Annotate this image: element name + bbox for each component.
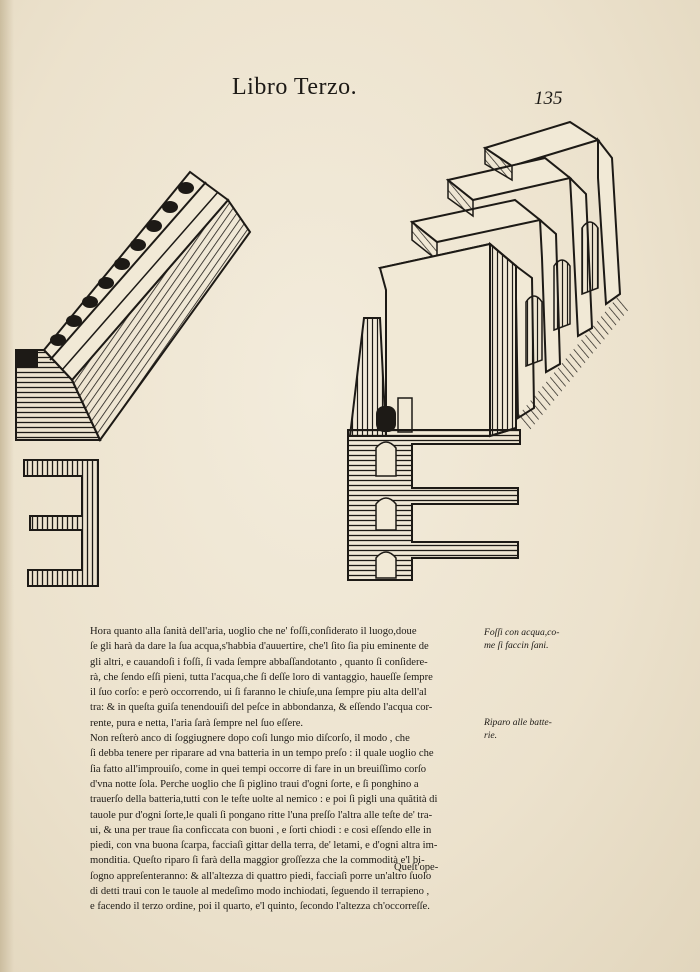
text-line: e facendo il terzo ordine, poi il quarto, e'l quinto, ſecondo l'altezza ch'occorreſſe.: [90, 901, 430, 913]
marginal-line: me ſi faccin ſani.: [484, 640, 549, 651]
battery-parapet-woodcut: [10, 160, 260, 590]
text-line: di detti traui con le tauole al medeſimo modo inchiodati, ſeguendo il terrapieno ,: [90, 886, 430, 898]
text-line: Hora quanto alla ſanità dell'aria, uoglio che ne' foſſi,conſiderato il luogo,doue: [90, 626, 417, 637]
text-line: ſi debba tenere per riparare ad vna batteria in un tempo preſo : il quale uoglio che: [90, 748, 434, 760]
text-line: gli altri, e cauandoſi i foſſi, ſi vada ſempre abbaſſandotanto , quanto ſi conſidere-: [90, 656, 428, 668]
marginal-note-1: [484, 626, 594, 652]
stepped-rampart-woodcut: [340, 118, 630, 588]
text-line: ſia fatto all'improuiſo, come in quei tempi occorre di fare in un breuiſſimo corſo: [90, 763, 427, 775]
paragraph-2: [68, 731, 478, 915]
text-line: tauole pur d'ogni ſorte,le quali ſi pongano ritte l'una preſſo l'altra alle teſte de' tra-: [90, 809, 433, 821]
text-line: trauerſo della batteria,tutti con le teſte uolte al nemico : e poi ſi pigli una quãtità di: [90, 794, 438, 806]
text-line: tra: & in queſta guiſa tenendouiſi del peſce in abbondanza, & eſſendo l'acqua cor-: [90, 702, 433, 714]
text-line: ſogno appreſenteranno: & all'altezza di quattro piedi, facciaſi porre un'altro ſuolo: [90, 870, 432, 882]
catchword: Queſt'ope-: [394, 862, 439, 873]
paragraph-1: [68, 624, 478, 731]
text-line: il ſuo corſo: e però occorrendo, ui ſi faranno le chiuſe,una ſempre piu alta dell'al: [90, 687, 427, 699]
text-line: Non reſterò anco di ſoggiugnere dopo coſi lungo mio diſcorſo, il modo , che: [90, 733, 410, 745]
text-line: ſe gli harà da dare la ſua acqua,s'habbia d'auuertire, che'l ſito ſia piu eminente de: [90, 641, 429, 653]
marginal-line: rie.: [484, 730, 498, 741]
text-line: rente, pura e netta, l'aria ſarà ſempre nel ſuo eſſere.: [90, 717, 304, 729]
text-line: d'vna notte ſola. Perche uoglio che ſi piglino traui d'ogni ſorte, e ſi ponghino a: [90, 778, 419, 790]
text-line: ui, & una per traue ſia conficcata con buoni , e ſorti chiodi : e così eſſendo elle in: [90, 824, 432, 836]
marginal-note-2: [484, 716, 594, 742]
text-line: rà, che ſendo eſſi pieni, tutta l'acqua,che ſi deſſe loro di vantaggio, haueſſe ſempre: [90, 671, 433, 683]
marginal-line: Foſſi con acqua,co-: [484, 627, 560, 638]
text-line: monditia. Queſto riparo ſi farà della maggior groſſezza che la commodità e'l bi-: [90, 855, 425, 867]
running-head: Libro Terzo.: [232, 74, 358, 100]
text-line: piedi, con vna buona ſcarpa, facciaſi gittar della terra, de' letami, e d'ogni altra im-: [90, 840, 438, 852]
marginal-line: Riparo alle batte-: [484, 717, 552, 728]
page-number: 135: [534, 88, 563, 109]
